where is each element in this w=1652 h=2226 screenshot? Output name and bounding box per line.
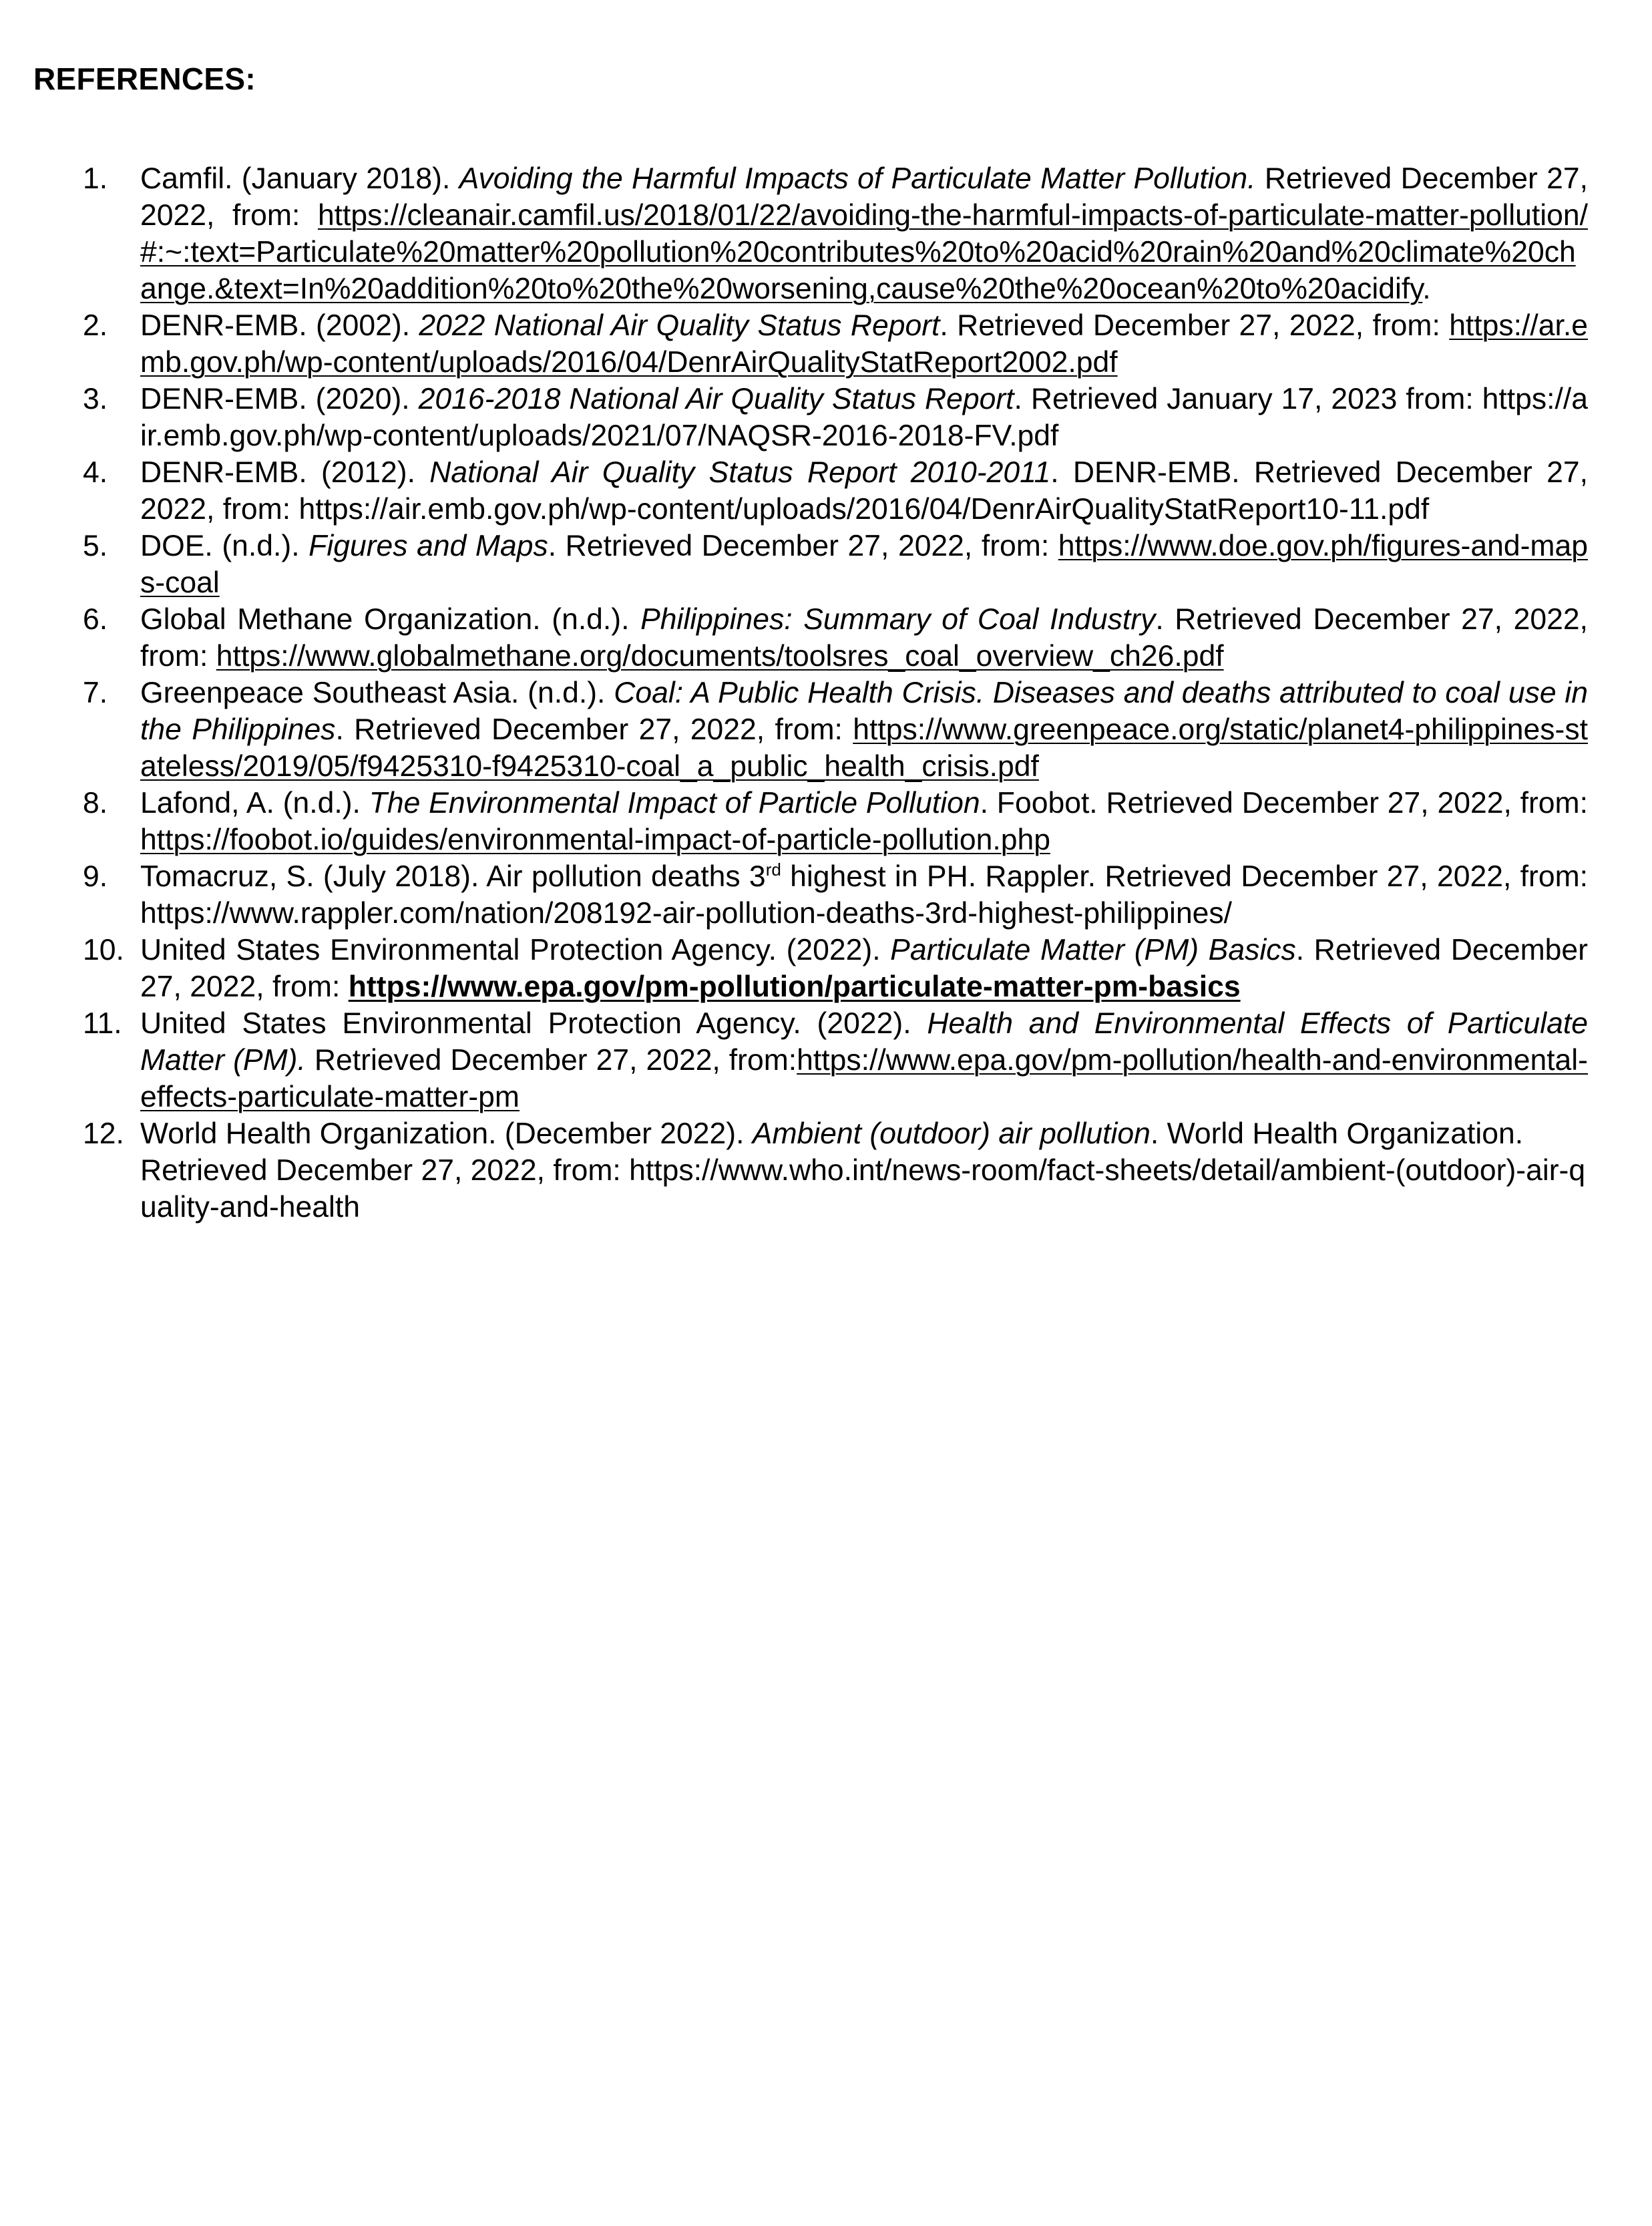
reference-title: Philippines: Summary of Coal Industry bbox=[640, 603, 1156, 636]
reference-title: Avoiding the Harmful Impacts of Particulate Matter Pollution. bbox=[459, 162, 1256, 195]
references-heading: REFERENCES: bbox=[33, 61, 256, 96]
reference-number: 2. bbox=[83, 309, 108, 342]
reference-number: 1. bbox=[83, 162, 108, 195]
reference-title: Coal: A Public Health Crisis. Diseases and deaths attributed to coal use in the Philippines bbox=[140, 677, 1588, 746]
reference-number: 11. bbox=[83, 1007, 122, 1040]
reference-item-2 bbox=[83, 307, 1588, 381]
reference-number: 10. bbox=[83, 934, 124, 966]
reference-number: 3. bbox=[83, 383, 108, 415]
reference-author-date: United States Environmental Protection Agency. (2022). bbox=[140, 1007, 927, 1040]
reference-number: 4. bbox=[83, 456, 108, 489]
reference-link[interactable]: https://www.greenpeace.org/static/planet4-philippines-stateless/2019/05/f9425310-f9425310-coal_a_public_health_crisis.pdf bbox=[140, 713, 1588, 783]
reference-number: 5. bbox=[83, 530, 108, 562]
reference-author-date: World Health Organization. (December 2022). bbox=[140, 1117, 753, 1150]
reference-title: Health and Environmental Effects of Particulate Matter (PM). bbox=[140, 1007, 1588, 1077]
reference-author-date: Global Methane Organization. (n.d.). bbox=[140, 603, 641, 636]
reference-author-date: Lafond, A. (n.d.). bbox=[140, 787, 369, 819]
reference-number: 12. bbox=[83, 1117, 124, 1150]
reference-item-8 bbox=[83, 785, 1588, 858]
reference-link[interactable]: https://www.epa.gov/pm-pollution/health-and-environmental-effects-particulate-matter-pm bbox=[140, 1044, 1589, 1113]
reference-author-date: DOE. (n.d.). bbox=[140, 530, 309, 562]
reference-retrieved: . DENR-EMB. Retrieved December 27, 2022, from: bbox=[140, 456, 1589, 526]
reference-link[interactable]: https://cleanair.camfil.us/2018/01/22/avoiding-the-harmful-impacts-of-particulate-matter-pollution/#:~:text=Particulate%20matter%20pollution%20contributes%20to%20acid%20rain%20and%20climate%20change.&text=In%20addition%20to%20the%20worsening,cause%20the%20ocean%20to%20acidify bbox=[140, 199, 1588, 305]
reference-retrieved: . Retrieved December 27, 2022, from: bbox=[940, 309, 1450, 342]
reference-link[interactable]: https://foobot.io/guides/environmental-impact-of-particle-pollution.php bbox=[140, 823, 1050, 856]
reference-item-1 bbox=[83, 160, 1588, 307]
reference-link[interactable]: https://ar.emb.gov.ph/wp-content/uploads/2016/04/DenrAirQualityStatReport2002.pdf bbox=[140, 309, 1588, 379]
reference-url: https://air.emb.gov.ph/wp-content/uploads/2016/04/DenrAirQualityStatReport10-11.pdf bbox=[298, 493, 1430, 526]
reference-title: National Air Quality Status Report 2010-2011 bbox=[429, 456, 1051, 489]
reference-title: The Environmental Impact of Particle Pollution bbox=[369, 787, 980, 819]
reference-retrieved: . Retrieved December 27, 2022, from: bbox=[140, 934, 1588, 1003]
reference-title: Particulate Matter (PM) Basics bbox=[890, 934, 1296, 966]
reference-link[interactable]: https://www.doe.gov.ph/figures-and-maps-coal bbox=[140, 530, 1588, 599]
reference-item-7 bbox=[83, 675, 1588, 785]
reference-url: https://www.who.int/news-room/fact-sheets/detail/ambient-(outdoor)-air-quality-and-health bbox=[140, 1154, 1586, 1224]
reference-url: https://www.rappler.com/nation/208192-air-pollution-deaths-3rd-highest-philippines/ bbox=[140, 897, 1233, 930]
reference-item-3 bbox=[83, 381, 1588, 454]
reference-end: . bbox=[1422, 272, 1431, 305]
reference-author-date: United States Environmental Protection Agency. (2022). bbox=[140, 934, 891, 966]
reference-item-12 bbox=[83, 1115, 1588, 1226]
reference-title: Figures and Maps bbox=[308, 530, 548, 562]
reference-url: https://air.emb.gov.ph/wp-content/uploads/2021/07/NAQSR-2016-2018-FV.pdf bbox=[140, 383, 1588, 452]
reference-retrieved: highest in PH. Rappler. Retrieved December 27, 2022, from: bbox=[781, 860, 1588, 893]
ordinal-superscript: rd bbox=[765, 860, 781, 880]
reference-retrieved: Retrieved December 27, 2022, from: bbox=[305, 1044, 797, 1077]
reference-item-11 bbox=[83, 1005, 1588, 1115]
reference-author-date: DENR-EMB. (2012). bbox=[140, 456, 430, 489]
reference-author-date: DENR-EMB. (2002). bbox=[140, 309, 419, 342]
reference-title: 2016-2018 National Air Quality Status Report bbox=[418, 383, 1014, 415]
reference-link[interactable]: https://www.globalmethane.org/documents/toolsres_coal_overview_ch26.pdf bbox=[216, 640, 1224, 673]
reference-retrieved: . Retrieved December 27, 2022, from: bbox=[335, 713, 853, 746]
reference-link[interactable]: https://www.epa.gov/pm-pollution/particulate-matter-pm-basics bbox=[348, 970, 1241, 1003]
reference-list bbox=[83, 160, 1588, 1226]
reference-item-10 bbox=[83, 932, 1588, 1005]
reference-title: 2022 National Air Quality Status Report bbox=[419, 309, 940, 342]
reference-number: 6. bbox=[83, 603, 108, 636]
reference-retrieved: . Foobot. Retrieved December 27, 2022, from: bbox=[980, 787, 1588, 819]
reference-retrieved: . Retrieved December 27, 2022, from: bbox=[140, 603, 1588, 673]
reference-item-4 bbox=[83, 454, 1588, 528]
reference-retrieved: . World Health Organization. Retrieved December 27, 2022, from: bbox=[140, 1117, 1524, 1187]
reference-title: Ambient (outdoor) air pollution bbox=[752, 1117, 1151, 1150]
reference-item-9 bbox=[83, 858, 1588, 932]
reference-item-5 bbox=[83, 528, 1588, 601]
reference-retrieved: Retrieved December 27, 2022, from: bbox=[140, 162, 1589, 232]
reference-number: 7. bbox=[83, 677, 108, 709]
reference-author-date: Camfil. (January 2018). bbox=[140, 162, 459, 195]
reference-author-date: DENR-EMB. (2020). bbox=[140, 383, 419, 415]
reference-author-date: Greenpeace Southeast Asia. (n.d.). bbox=[140, 677, 614, 709]
reference-number: 8. bbox=[83, 787, 108, 819]
reference-author-date: Tomacruz, S. (July 2018). Air pollution deaths 3 bbox=[140, 860, 766, 893]
reference-number: 9. bbox=[83, 860, 108, 893]
reference-item-6 bbox=[83, 601, 1588, 675]
reference-retrieved: . Retrieved January 17, 2023 from: bbox=[1014, 383, 1482, 415]
reference-retrieved: . Retrieved December 27, 2022, from: bbox=[548, 530, 1058, 562]
